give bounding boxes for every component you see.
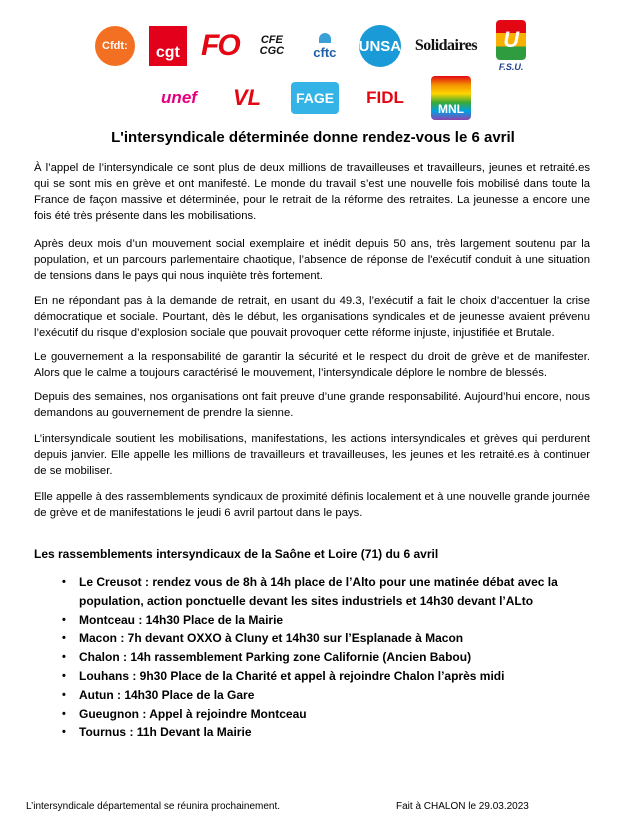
fidl-logo-text: FIDL [366, 88, 404, 107]
bullet-icon: • [62, 651, 66, 664]
paragraph-2: Après deux mois d’un mouvement social exemplaire et inédit depuis 50 ans, très largement soutenu par la population, et un parcours parlementaire chaotique, l’absence de réponse de l'exécutif conduit à une situation de tensions dans le pays qui nous inquiète très fortement. [34, 238, 590, 282]
rally-text: Tournus : 11h Devant la Mairie [79, 725, 252, 740]
voix-lyceenne-logo [227, 83, 267, 113]
rally-text: Autun : 14h30 Place de la Gare [79, 687, 255, 702]
rally-text: Montceau : 14h30 Place de la Mairie [79, 612, 284, 627]
fidl-logo [363, 83, 407, 113]
rallies-section-title: Les rassemblements intersyndicaux de la Saône et Loire (71) du 6 avril [34, 547, 439, 561]
page-title: L'intersyndicale déterminée donne rendez-vous le 6 avril [111, 129, 515, 146]
bullet-icon: • [62, 576, 66, 588]
cftc-mark-icon [319, 33, 331, 43]
paragraph-5: Depuis des semaines, nos organisations ont fait preuve d’une grande responsabilité. Aujourd’hui encore, nous demandons au gouvernement de prendre la sienne. [34, 391, 590, 419]
list-item [62, 723, 582, 742]
bullet-icon: • [62, 707, 66, 720]
fo-logo-text: FO [201, 29, 239, 62]
cftc-logo-text: cftc [313, 44, 337, 60]
unef-logo [155, 83, 203, 113]
list-item [62, 629, 582, 648]
list-item [62, 573, 582, 611]
fage-logo [291, 82, 339, 114]
paragraph-4: Le gouvernement a la responsabilité de garantir la sécurité et le respect du droit de grève et de manifester. Alors que le calme a toujours caractérisé le mouvement, l’intersyndicale déplore le nombre de blessés. [34, 351, 590, 379]
footer-place-date: Fait à CHALON le 29.03.2023 [396, 801, 529, 812]
paragraph-7: Elle appelle à des rassemblements syndicaux de proximité définis localement et à une nouvelle grande journée de grève et de manifestations le jeudi 6 avril partout dans le pays. [34, 491, 590, 519]
rally-list [62, 573, 582, 742]
paragraph-3: En ne répondant pas à la demande de retrait, en usant du 49.3, l’exécutif a fait le choix d’accentuer la crise démocratique et sociale. Pourtant, dès le début, les organisations syndicales et de jeunesse avaient prévenu l’exécutif du risque d’explosion sociale que pouvait provoquer cette réforme injuste, injustifiée et Brutale. [34, 295, 590, 339]
list-item [62, 686, 582, 705]
cgt-logo [149, 26, 187, 66]
fsu-logo-text: F.S.U. [498, 62, 524, 72]
solidaires-logo [415, 31, 477, 61]
fage-logo-text: FAGE [295, 90, 335, 106]
bullet-icon: • [62, 669, 66, 682]
cfe-cgc-logo-line2: CGC [259, 45, 285, 57]
cftc-logo [305, 26, 345, 66]
bullet-icon: • [62, 613, 66, 626]
bullet-icon: • [62, 632, 66, 645]
solidaires-logo-text: Solidaires [414, 37, 478, 54]
list-item [62, 611, 582, 630]
rally-text: Le Creusot : rendez vous de 8h à 14h place de l’Alto pour une matinée débat avec la population, action ponctuelle devant les sites industriels et 14h30 devant l’ALto [79, 575, 558, 608]
cfdt-logo-text: Cfdt: [102, 40, 128, 52]
rally-text: Gueugnon : Appel à rejoindre Montceau [79, 706, 307, 721]
cgt-logo-text: cgt [155, 44, 180, 61]
vl-logo-text: VL [232, 85, 262, 110]
paragraph-6: L’intersyndicale soutient les mobilisations, manifestations, les actions intersyndicales et grèves qui perdurent depuis janvier. Elle appelle les millions de travailleurs et travailleuses, les jeunes et les retraité.es à continuer de se mobiliser. [34, 433, 590, 477]
fo-logo [201, 26, 239, 66]
cfe-cgc-logo [253, 25, 291, 67]
rally-text: Chalon : 14h rassemblement Parking zone Californie (Ancien Babou) [79, 650, 472, 665]
rally-text: Louhans : 9h30 Place de la Charité et appel à rejoindre Chalon l’après midi [79, 668, 505, 683]
fsu-mark-icon [496, 20, 526, 60]
footer-note: L’intersyndicale départemental se réunira prochainement. [26, 801, 281, 812]
bullet-icon: • [62, 688, 66, 701]
unsa-logo-text: UNSA [358, 37, 402, 55]
rally-text: Macon : 7h devant OXXO à Cluny et 14h30 sur l’Esplanade à Macon [79, 631, 464, 646]
fsu-logo [491, 16, 531, 76]
unsa-logo [359, 25, 401, 67]
bullet-icon: • [62, 726, 66, 739]
union-logos-row-2 [0, 72, 626, 124]
list-item [62, 705, 582, 724]
fsu-mark-text: U [503, 27, 520, 52]
mnl-logo [431, 76, 471, 120]
list-item [62, 667, 582, 686]
list-item [62, 648, 582, 667]
union-logos-row-1 [0, 16, 626, 76]
cfe-cgc-logo-line1: CFE [260, 34, 283, 46]
cfdt-logo [95, 26, 135, 66]
unef-logo-text: unef [161, 88, 197, 107]
paragraph-1: À l’appel de l’intersyndicale ce sont plus de deux millions de travailleuses et travailleurs, jeunes et retraité.es qui se sont mis en grève et ont manifesté. Le monde du travail s’est une nouvelle fois mobilisé dans toute la France de façon massive et déterminée, pour le retrait de la réforme des retraites. La jeunesse a encore une fois été très présente dans les mobilisations. [34, 162, 590, 222]
mnl-logo-text: MNL [438, 102, 464, 116]
